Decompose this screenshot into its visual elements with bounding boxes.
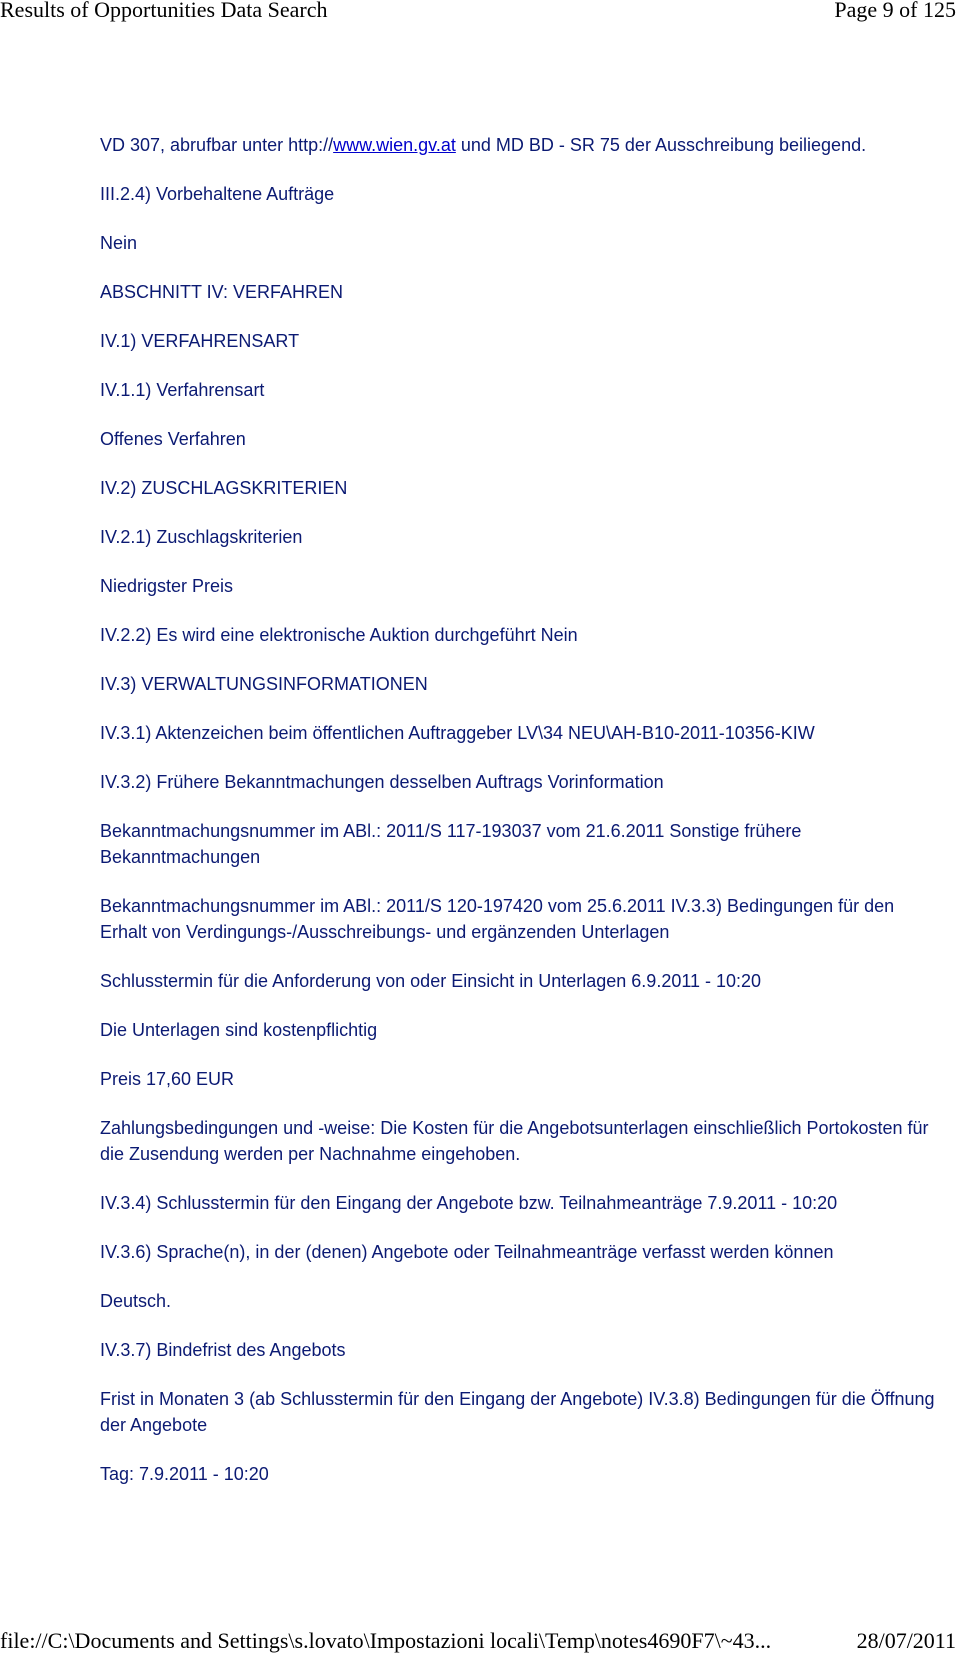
paragraph-admin-info-heading: IV.3) VERWALTUNGSINFORMATIONEN (100, 674, 428, 694)
section-heading-procedure: ABSCHNITT IV: VERFAHREN (100, 282, 344, 302)
paragraph-procedure-type-label: IV.1.1) Verfahrensart (100, 380, 265, 400)
paragraph-reserved-contracts: III.2.4) Vorbehaltene Aufträge (100, 184, 335, 204)
intro-text-before-link: VD 307, abrufbar unter http:// (100, 135, 334, 155)
document-body (100, 132, 940, 1487)
paragraph-reserved-answer: Nein (100, 233, 138, 253)
paragraph-language-value: Deutsch. (100, 1291, 172, 1311)
file-path: file://C:\Documents and Settings\s.lovato\Impostazioni locali\Temp\notes4690F7\~43... (0, 1628, 772, 1653)
paragraph-binding-period: IV.3.7) Bindefrist des Angebots (100, 1340, 346, 1360)
intro-paragraph (100, 132, 940, 158)
intro-text-after-link: und MD BD - SR 75 der Ausschreibung beiliegend. (455, 135, 867, 155)
paragraph-award-criteria-label: IV.2.1) Zuschlagskriterien (100, 527, 303, 547)
page-header (0, 0, 960, 23)
paragraph-procedure-type-heading: IV.1) VERFAHRENSART (100, 331, 300, 351)
paragraph-opening-date: Tag: 7.9.2011 - 10:20 (100, 1464, 269, 1484)
paragraph-procedure-type-value: Offenes Verfahren (100, 429, 246, 449)
paragraph-payment-terms: Zahlungsbedingungen und -weise: Die Kosten für die Angebotsunterlagen einschließlich Portokosten für die Zusendung werden per Nachnahme eingehoben. (100, 1118, 929, 1164)
paragraph-notice-number-1: Bekanntmachungsnummer im ABl.: 2011/S 117-193037 vom 21.6.2011 Sonstige frühere Bekanntmachungen (100, 821, 802, 867)
paragraph-documents-chargeable: Die Unterlagen sind kostenpflichtig (100, 1020, 378, 1040)
paragraph-notice-number-2: Bekanntmachungsnummer im ABl.: 2011/S 120-197420 vom 25.6.2011 IV.3.3) Bedingungen für den Erhalt von Verdingungs-/Ausschreibungs- und ergänzenden Unterlagen (100, 896, 895, 942)
paragraph-award-criteria-value: Niedrigster Preis (100, 576, 234, 596)
wien-gv-link[interactable]: www.wien.gv.at (333, 135, 456, 155)
paragraph-award-criteria-heading: IV.2) ZUSCHLAGSKRITERIEN (100, 478, 348, 498)
page-number: Page 9 of 125 (834, 0, 956, 22)
paragraph-document-deadline: Schlusstermin für die Anforderung von oder Einsicht in Unterlagen 6.9.2011 - 10:20 (100, 971, 762, 991)
paragraph-tender-deadline: IV.3.4) Schlusstermin für den Eingang der Angebote bzw. Teilnahmeanträge 7.9.2011 - 10:20 (100, 1193, 838, 1213)
paragraph-price: Preis 17,60 EUR (100, 1069, 235, 1089)
page-footer (0, 1628, 960, 1654)
document-title: Results of Opportunities Data Search (0, 0, 328, 22)
paragraph-electronic-auction: IV.2.2) Es wird eine elektronische Auktion durchgeführt Nein (100, 625, 578, 645)
paragraph-file-reference: IV.3.1) Aktenzeichen beim öffentlichen Auftraggeber LV\34 NEU\AH-B10-2011-10356-KIW (100, 723, 815, 743)
paragraph-binding-period-value: Frist in Monaten 3 (ab Schlusstermin für den Eingang der Angebote) IV.3.8) Bedingungen für die Öffnung der Angebote (100, 1389, 935, 1435)
paragraph-languages: IV.3.6) Sprache(n), in der (denen) Angebote oder Teilnahmeanträge verfasst werden können (100, 1242, 834, 1262)
print-date: 28/07/2011 (856, 1628, 956, 1653)
paragraph-previous-notices: IV.3.2) Frühere Bekanntmachungen desselben Auftrags Vorinformation (100, 772, 664, 792)
